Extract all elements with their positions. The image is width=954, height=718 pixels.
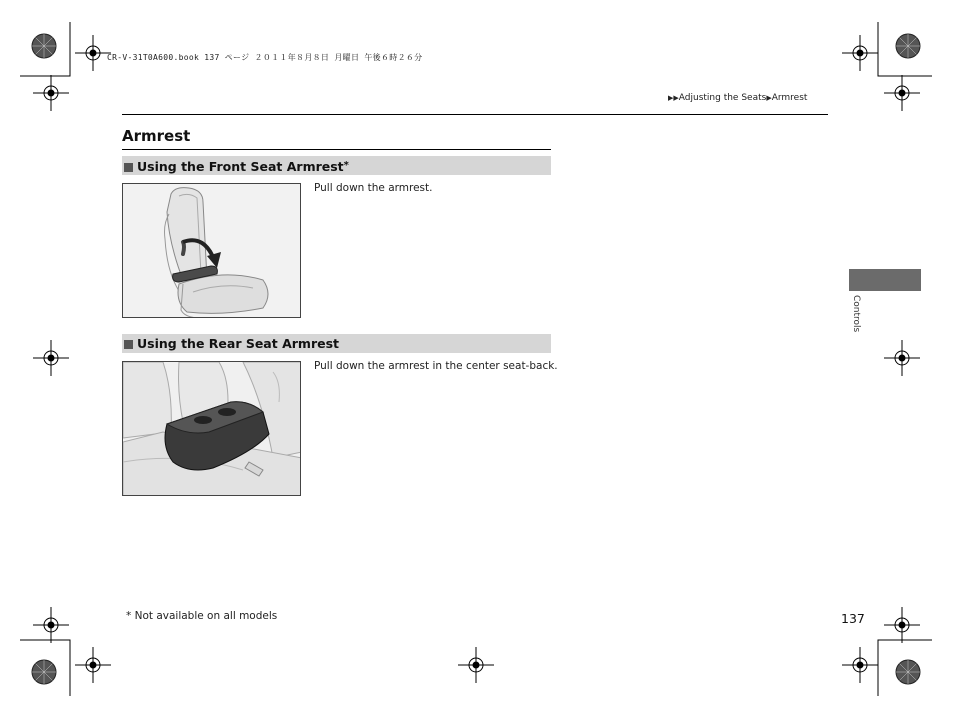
rear-armrest-instruction: Pull down the armrest in the center seat-back. — [314, 360, 558, 372]
page-title: Armrest — [122, 127, 191, 145]
chapter-tab-label: Controls — [851, 295, 861, 333]
section-heading-front — [122, 156, 551, 175]
breadcrumb — [668, 93, 807, 103]
section-heading-rear — [122, 334, 551, 353]
breadcrumb-marker: ▶▶ — [668, 94, 679, 102]
footnote-marker: * — [343, 160, 349, 171]
rear-seat-armrest-illustration — [122, 361, 301, 496]
breadcrumb-section[interactable]: Adjusting the Seats — [678, 93, 767, 103]
section-heading-front-text: Using the Front Seat Armrest — [137, 159, 344, 174]
print-info: CR-V-31T0A600.book 137 ページ ２０１１年８月８日 月曜日 午後６時２６分 — [107, 53, 423, 62]
breadcrumb-separator: ▶ — [766, 94, 772, 102]
footnote: * Not available on all models — [126, 610, 278, 622]
chapter-tab[interactable] — [849, 269, 921, 291]
front-armrest-instruction: Pull down the armrest. — [314, 182, 433, 194]
front-seat-armrest-illustration — [122, 183, 301, 318]
section-marker-icon — [124, 340, 133, 349]
title-rule — [122, 149, 551, 150]
section-heading-rear-text: Using the Rear Seat Armrest — [137, 336, 339, 351]
header-rule — [122, 114, 828, 115]
section-marker-icon — [124, 163, 133, 172]
breadcrumb-current: Armrest — [771, 93, 808, 103]
page-number: 137 — [841, 611, 865, 626]
